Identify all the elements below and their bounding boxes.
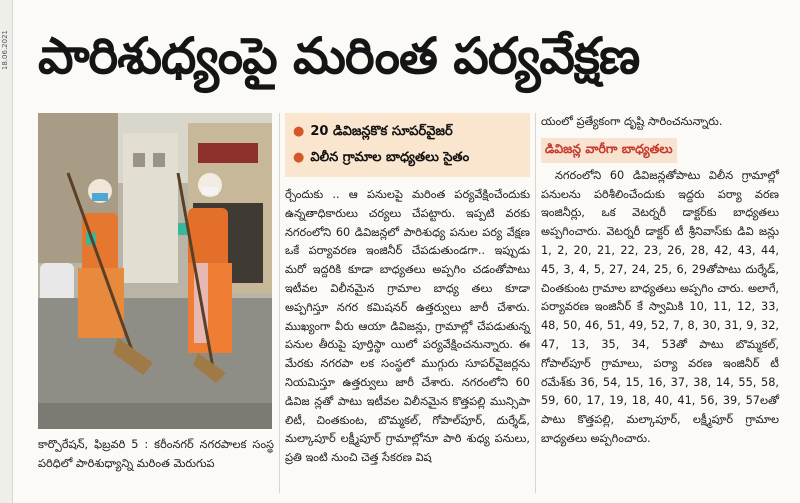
bullet-dot-icon: ●: [293, 150, 305, 165]
article-body-col3: నగరంలోని 60 డివిజన్లతోపాటు విలీన గ్రామాల్లో పనులను పరిశీలించేందుకు ఇద్దరు పర్యా వరణ ఇంజినీర్లు, ఒక వెటర్నరీ డాక్టర్‌కు బాధ్యతలు అప్పగించారు. వెటర్నరీ డాక్టర్ టీ శ్రీనివాస్‌కు డివి జన్లు 1, 2, 20, 21, 22, 23, 26, 28, 42, 43, 44, 45, 3, 4, 5, 27, 24, 25, 6, 29తోపాటు దుర్శేడ్, చింతకుంట గ్రామాల బాధ్యతలు అప్పగిం చారు. అలాగే, పర్యావరణ ఇంజినీర్ కే స్వామికి 10, 11, 12, 33, 48, 50, 46, 51, 49, 52, 7, 8, 30, 31, 9, 32, 47, 13, 35, 34, 53తో పాటు బొమ్మకల్, గోపాల్‌పూర్ గ్రామాలు, పర్యా వరణ ఇంజినీర్ టీ రమేశ్‌కు 36, 54, 15, 16, 37, 38, 14, 55, 58, 59, 60, 17, 19, 18, 40, 41, 56, 39, 57లతో పాటు కొత్తపల్లి, మల్కాపూర్, లక్ష్మీపూర్ గ్రామాల బాధ్యతలు అప్పగించారు.: [541, 168, 779, 445]
section-subhead: డివిజన్ల వారీగా బాధ్యతలు: [541, 138, 677, 163]
article-body-col3-top: యంలో ప్రత్యేకంగా దృష్టి సారించనున్నారు.: [541, 115, 723, 128]
column-rule-2: [535, 113, 536, 493]
bullet-dot-icon: ●: [293, 124, 305, 139]
bullet-text: విలీన గ్రామాల బాధ్యతలు సైతం: [310, 150, 470, 165]
article-column-3: [541, 113, 779, 449]
highlight-box: [285, 113, 530, 177]
highlight-bullet: [293, 145, 522, 171]
article-body-col2: ర్చేందుకు .. ఆ పనులపై మరింత పర్యవేక్షించేందుకు ఉన్నతాధికారులు చర్యలు చేపట్టారు. ఇప్పటి వరకు నగరంలోని 60 డివిజన్లలో పారిశుధ్య పనుల పర్య వేక్షణ ఒకే పర్యావరణ ఇంజినీర్ చేపడుతుండగా.. ఇప్పుడు మరో ఇద్దరికి కూడా బాధ్యతలు అప్పగిం చడంతోపాటు ఇటీవల విలీనమైన గ్రామాల బాధ్య తలు కూడా అప్పగిస్తూ నగర కమిషనర్ ఉత్తర్వులు జారీ చేశారు. ముఖ్యంగా వీరు ఆయా డివిజన్లు, గ్రామాల్లో చేపడుతున్న పనుల తీరుపై పూర్తిస్థా యిలో పర్యవేక్షించనున్నారు. ఈ మేరకు నగరపా లక సంస్థలో ముగ్గురు సూపర్‌వైజర్లను నియమిస్తూ ఉత్తర్వులు జారీ చేశారు. నగరంలోని 60 డివిజ న్లతో పాటు ఇటీవల విలీనమైన కొత్తపల్లి మున్సిపా లిటీ, చింతకుంట, బొమ్మకల్, గోపాల్‌పూర్, దుర్శేడ్, మల్కాపూర్ లక్ష్మీపూర్ గ్రామాల్లోనూ పారి శుధ్య పనులు, ప్రతి ఇంటి నుంచి చెత్త సేకరణ విష: [285, 188, 530, 465]
headline: పారిశుధ్యంపై మరింత పర్యవేక్షణ: [38, 27, 640, 85]
page-edge-strip: [0, 0, 13, 503]
column-rule-1: [279, 113, 280, 493]
highlight-bullet: [293, 119, 522, 145]
news-photo: [38, 113, 272, 429]
photo-caption-text: కార్పొరేషన్, ఫిబ్రవరి 5 : కరీంనగర్ నగరపాలక సంస్థ పరిధిలో పారిశుధ్యాన్ని మరింత మెరుగుప: [38, 438, 274, 470]
edge-text: 18.06.2021: [1, 30, 9, 71]
sweeping-workers-illustration: [38, 113, 272, 429]
article-column-2: [285, 113, 530, 468]
bullet-text: 20 డివిజన్లకొక సూపర్‌వైజర్: [310, 124, 453, 139]
